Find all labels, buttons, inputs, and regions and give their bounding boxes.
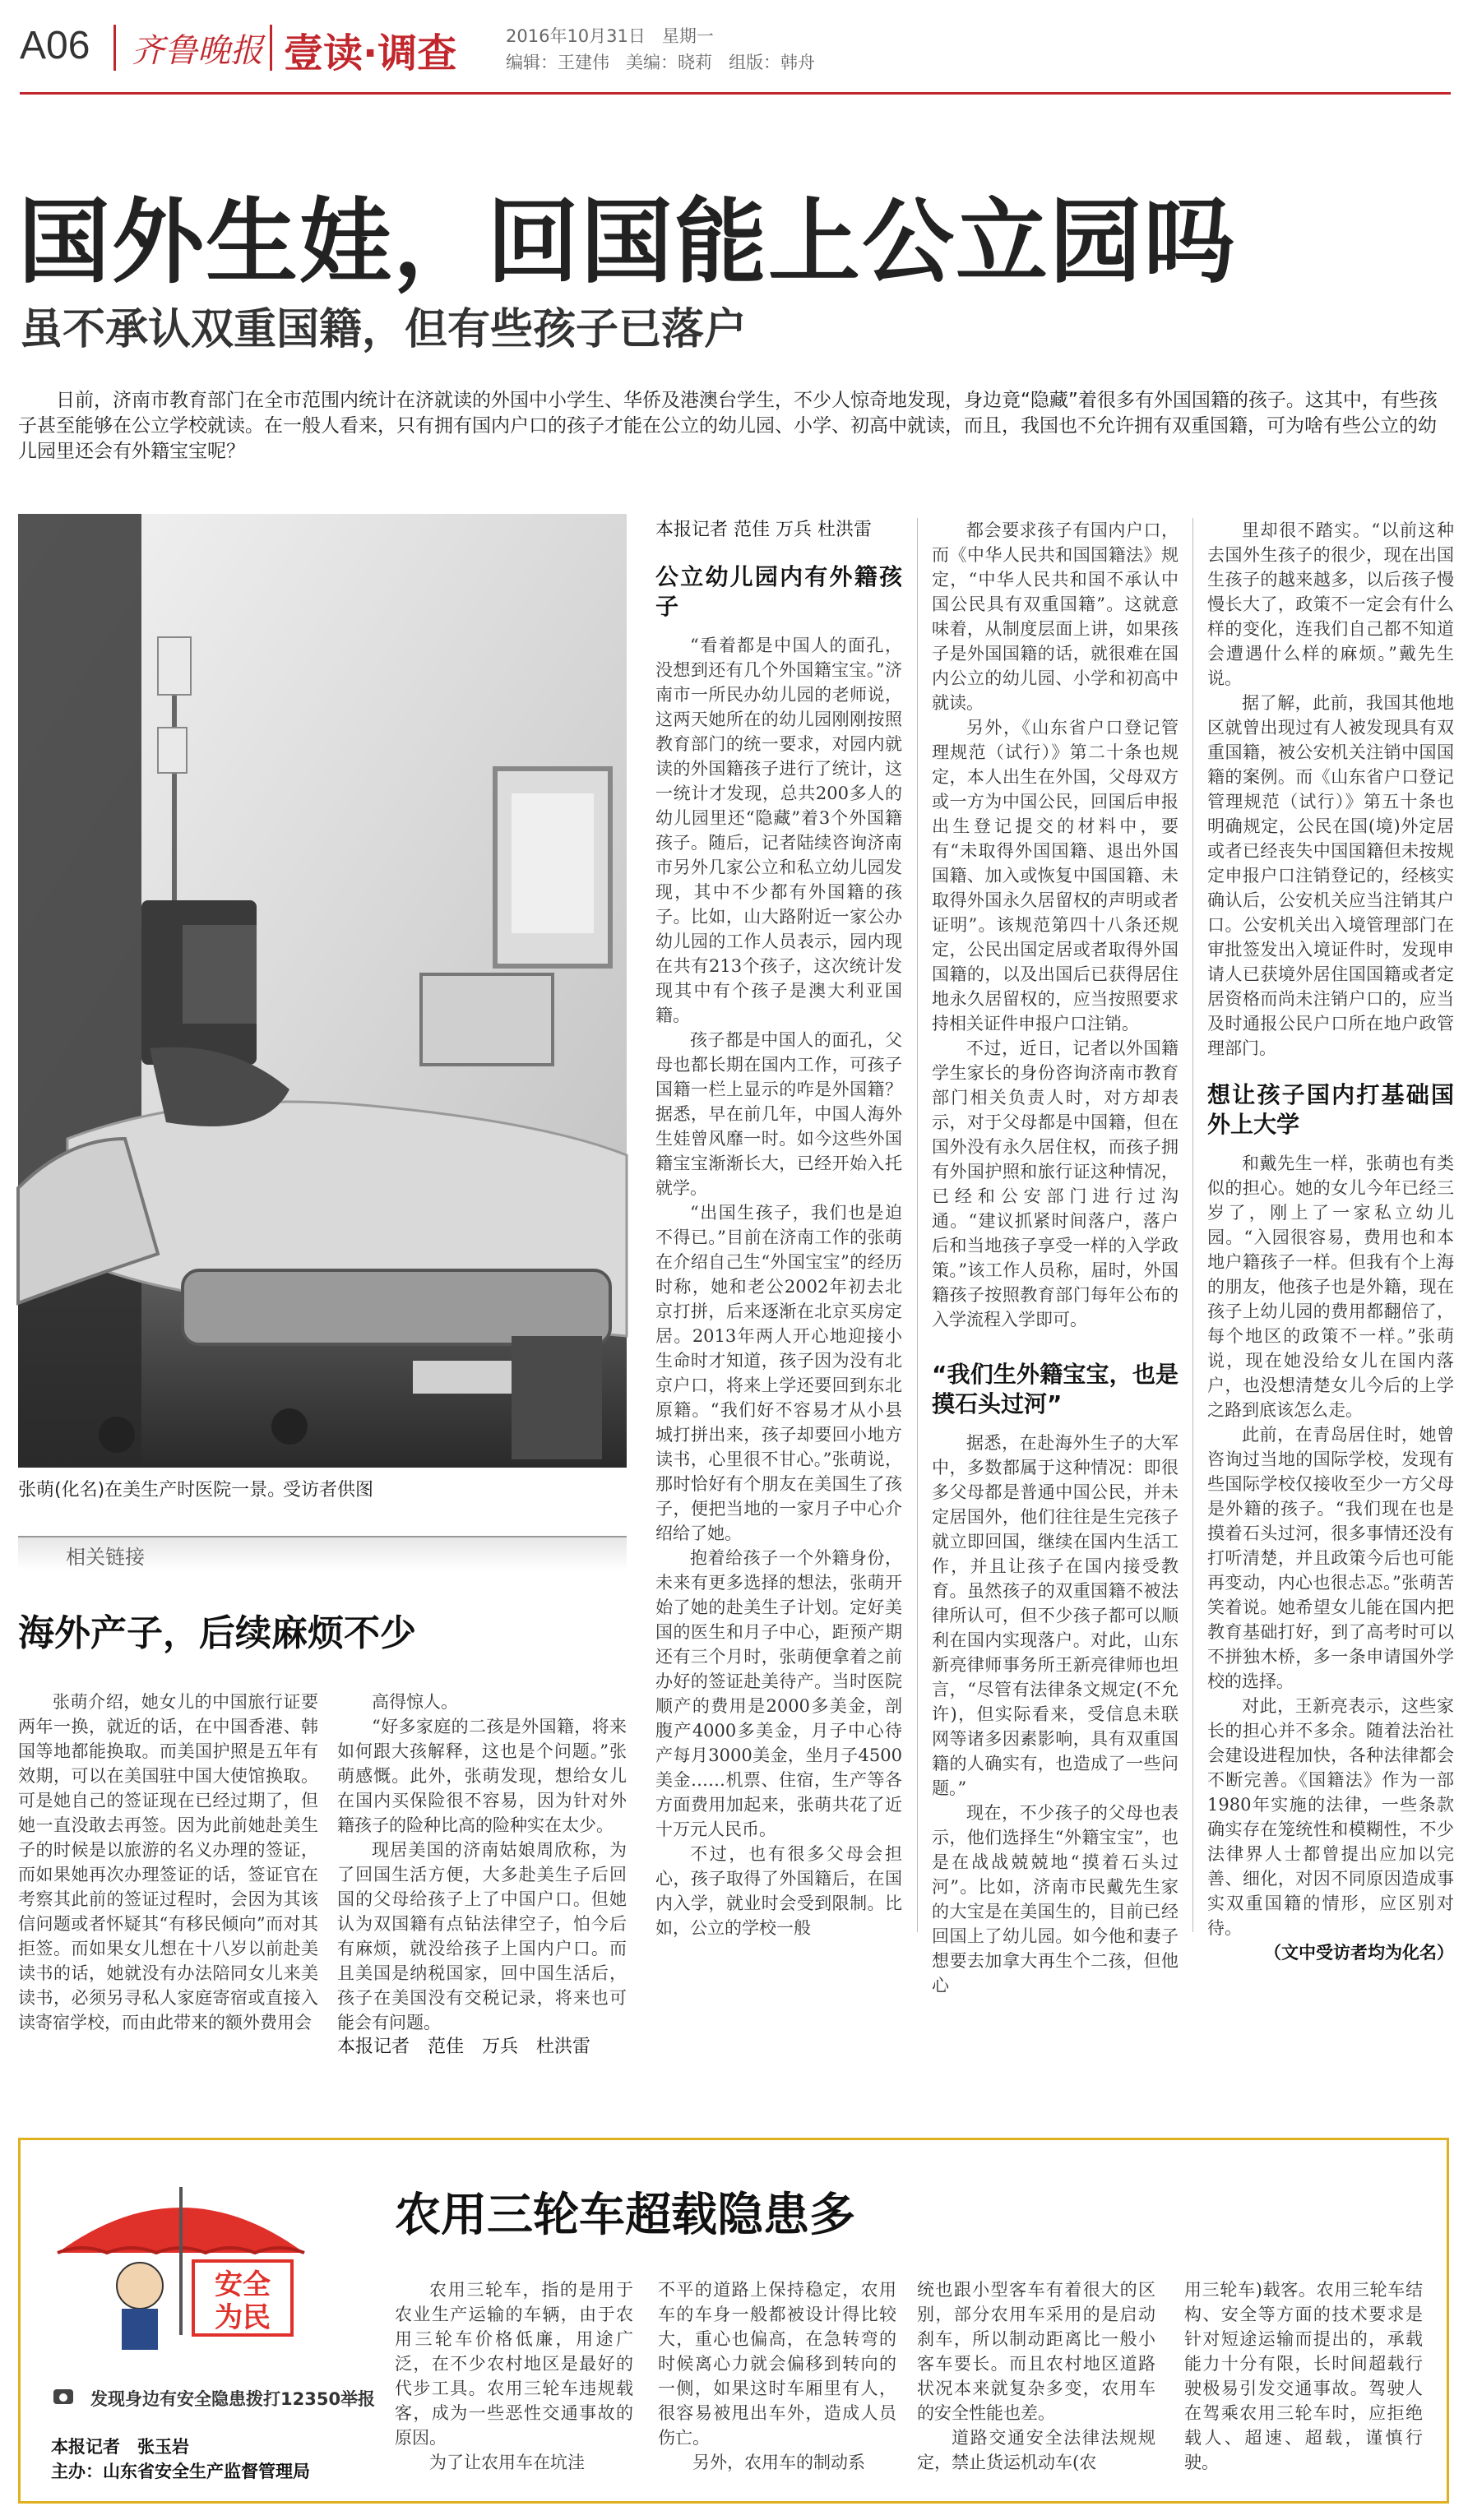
photo-credit: 受访者供图	[283, 1480, 374, 1500]
body-paragraph: 农用三轮车，指的是用于农业生产运输的车辆，由于农用三轮车价格低廉，用途广泛，在不少农村地区是最好的代步工具。农用三轮车违规载客，成为一些恶性交通事故的原因。	[395, 2280, 633, 2448]
section-heading-study-abroad: 想让孩子国内打基础国外上大学	[1207, 1081, 1454, 1138]
art-credit: 美编：晓莉	[626, 53, 713, 72]
section-heading-crossing-river: “我们生外籍宝宝，也是摸石头过河”	[932, 1361, 1179, 1417]
article-column-2	[932, 518, 1179, 1995]
article-column-3	[1207, 518, 1454, 1963]
body-paragraph: 用三轮车)载客。农用三轮车结构、安全等方面的技术要求是针对短途运输而提出的，承载能力十分有限，长时间超载行驶极易引发交通事故。驾驶人在驾乘农用三轮车时，应拒绝载人、超速、超载，谨慎行驶。	[1184, 2280, 1423, 2472]
body-paragraph: “出国生孩子，我们也是迫不得已。”目前在济南工作的张萌在介绍自己生“外国宝宝”的经历时称，她和老公2002年初去北京打拼，后来逐渐在北京买房定居。2013年两人开心地迎接小生命时才知道，孩子因为没有北京户口，将来上学还要回到东北原籍。“我们好不容易才从小县城打拼出来，孩子却要回小地方读书，心里很不甘心。”张萌说，那时恰好有个朋友在美国生了孩子，便把当地的一家月子中心介绍给了她。	[655, 1203, 902, 1543]
related-headline: 海外产子，后续麻烦不少	[18, 1612, 416, 1654]
body-paragraph: 高得惊人。	[372, 1692, 458, 1712]
safety-column-4	[1184, 2277, 1423, 2495]
body-paragraph: 不平的道路上保持稳定，农用车的车身一般都被设计得比较大，重心也偏高，在急转弯的时候离心力就会偏移到转向的一侧，如果这时车厢里有人，很容易被甩出车外，造成人员伤亡。	[658, 2280, 896, 2448]
photo-caption: 张萌(化名)在美生产时医院一景。	[18, 1480, 286, 1500]
safety-column-2	[658, 2277, 896, 2495]
column-rule	[917, 518, 918, 1932]
safety-headline: 农用三轮车超载隐患多	[395, 2189, 855, 2242]
article-byline: 本报记者 范佳 万兵 杜洪雷	[655, 520, 872, 540]
page-number: A06	[20, 24, 90, 67]
pseudonym-note: （文中受访者均为化名）	[1264, 1943, 1454, 1963]
safety-mascot-logo	[49, 2171, 313, 2360]
body-paragraph: 为了让农用车在坑洼	[429, 2453, 585, 2472]
body-paragraph: 不过，也有很多父母会担心，孩子取得了外国籍后，在国内入学，就业时会受到限制。比如，公立的学校一般	[655, 1844, 902, 1938]
editor-credit: 编辑：王建伟	[506, 53, 609, 72]
body-paragraph: 另外，农用车的制动系	[692, 2453, 865, 2472]
body-paragraph: 抱着给孩子一个外籍身份，未来有更多选择的想法，张萌开始了她的赴美生子计划。定好美国的医生和月子中心，距预产期还有三个月时，张萌便拿着之前办好的签证赴美待产。当时医院顺产的费用是2000多美金，剖腹产4000多美金，月子中心待产每月3000美金，坐月子4500美金……机票、住宿，生产等各方面费用加起来，张萌共花了近十万元人民币。	[655, 1548, 902, 1839]
body-paragraph: “好多家庭的二孩是外国籍，将来如何跟大孩解释，这也是个问题。”张萌感慨。此外，张萌发现，想给女儿在国内买保险很不容易，因为针对外籍孩子的险种比高的险种实在太少。	[337, 1717, 627, 1835]
hospital-room-illustration	[18, 514, 627, 1468]
related-byline: 本报记者 范佳 万兵 杜洪雷	[337, 2037, 591, 2057]
body-paragraph: 据悉，在赴海外生子的大军中，多数都属于这种情况：即很多父母都是普通中国公民，并未定居国外，他们往往是生完孩子就立即回国，继续在国内生活工作，并且让孩子在国内接受教育。虽然孩子的双重国籍不被法律所认可，但不少孩子都可以顺利在国内实现落户。对此，山东新亮律师事务所王新亮律师也坦言，“尽管有法律条文规定(不允许)，但实际看来，受信息未联网等诸多因素影响，具有双重国籍的人确实有，也造成了一些问题。”	[932, 1433, 1179, 1798]
safety-column-3	[917, 2277, 1155, 2495]
related-link-label: 相关链接	[66, 1546, 145, 1569]
issue-weekday: 星期一	[661, 26, 714, 46]
phone-icon	[51, 2384, 76, 2409]
issue-date: 2016年10月31日	[506, 26, 646, 46]
header-divider	[113, 25, 116, 71]
layout-credit: 组版：韩舟	[729, 53, 816, 72]
body-paragraph: 里却很不踏实。“以前这种去国外生孩子的很少，现在出国生孩子的越来越多，以后孩子慢慢长大了，政策不一定会有什么样的变化，连我们自己都不知道会遭遇什么样的麻烦。”戴先生说。	[1207, 520, 1454, 688]
staff-credits	[506, 49, 815, 74]
body-paragraph: 此前，在青岛居住时，她曾咨询过当地的国际学校，发现有些国际学校仅接收至少一方父母是外籍的孩子。“我们现在也是摸着石头过河，很多事情还没有打听清楚，并且政策今后也可能再变动，内心也很忐忑。”张萌苦笑着说。她希望女儿能在国内把教育基础打好，到了高考时可以不拼独木桥，多一条申请国外学校的选择。	[1207, 1425, 1454, 1691]
safety-badge-top: 安全	[215, 2268, 271, 2301]
column-rule	[1192, 518, 1193, 1932]
hotline-text: 发现身边有安全隐患拨打12350举报	[90, 2389, 376, 2409]
body-paragraph: 都会要求孩子有国内户口，而《中华人民共和国国籍法》规定，“中华人民共和国不承认中国公民具有双重国籍”。这就意味着，从制度层面上讲，如果孩子是外国国籍的话，就很难在国内公立的幼儿园、小学和初高中就读。	[932, 520, 1179, 713]
body-paragraph: 统也跟小型客车有着很大的区别，部分农用车采用的是启动刹车，所以制动距离比一般小客车要长。而且农村地区道路状况本来就复杂多变，农用车的安全性能也差。	[917, 2280, 1155, 2423]
issue-date-line	[506, 23, 714, 48]
article-lead: 日前，济南市教育部门在全市范围内统计在济就读的外国中小学生、华侨及港澳台学生，不少人惊奇地发现，身边竟“隐藏”着很多有外国国籍的孩子。这其中，有些孩子甚至能够在公立学校就读。在一般人看来，只有拥有国内户口的孩子才能在公立的幼儿园、小学、初高中就读，而且，我国也不允许拥有双重国籍，可为啥有些公立的幼儿园里还会有外籍宝宝呢？	[18, 390, 1438, 462]
body-paragraph: 对此，王新亮表示，这些家长的担心并不多余。随着法治社会建设进程加快，各种法律都会不断完善。《国籍法》作为一部1980年实施的法律，一些条款确实存在笼统性和模糊性，不少法律界人士都曾提出应加以完善、细化，对因不同原因造成事实双重国籍的情形，应区别对待。	[1207, 1696, 1454, 1938]
related-column-1	[18, 1690, 318, 2032]
body-paragraph: 张萌介绍，她女儿的中国旅行证要两年一换，就近的话，在中国香港、韩国等地都能换取。而美国护照是五年有效期，可以在美国驻中国大使馆换取。可是她自己的签证现在已经过期了，但她一直没敢去再签。因为此前她赴美生子的时候是以旅游的名义办理的签证，而如果她再次办理签证的话，签证官在考察其此前的签证过程时，会因为其该信问题或者怀疑其“有移民倾向”而对其拒签。而如果女儿想在十八岁以前赴美读书的话，她就没有办法陪同女儿来美读书，必须另寻私人家庭寄宿或直接入读寄宿学校，而由此带来的额外费用会	[18, 1692, 318, 2032]
hospital-room-photo	[18, 514, 627, 1468]
safety-host: 主办：山东省安全生产监督管理局	[51, 2462, 310, 2481]
body-paragraph: “看着都是中国人的面孔，没想到还有几个外国籍宝宝。”济南市一所民办幼儿园的老师说，这两天她所在的幼儿园刚刚按照教育部门的统一要求，对园内就读的外国籍孩子进行了统计，这一统计才发现，总共200多人的幼儿园里还“隐藏”着3个外国籍孩子。随后，记者陆续咨询济南市另外几家公立和私立幼儿园发现，其中不少都有外国籍的孩子。比如，山大路附近一家公办幼儿园的工作人员表示，园内现在共有213个孩子，这次统计发现其中有个孩子是澳大利亚国籍。	[655, 636, 902, 1025]
safety-badge-bottom: 为民	[215, 2301, 271, 2334]
masthead-logo: 齐鲁晚报	[132, 32, 263, 70]
body-paragraph: 现在，不少孩子的父母也表示，他们选择生“外籍宝宝”，也是在战战兢兢地“摸着石头过河”。比如，济南市民戴先生家的大宝是在美国生的，目前已经回国上了幼儿园。如今他和妻子想要去加拿大再生个二孩，但他心	[932, 1803, 1179, 1995]
safety-reporter: 本报记者 张玉岩	[51, 2437, 189, 2457]
safety-column-1	[395, 2277, 633, 2495]
article-column-1	[655, 518, 902, 1949]
umbrella-icon	[49, 2171, 313, 2360]
section-heading-kindergarten: 公立幼儿园内有外籍孩子	[655, 563, 902, 620]
article-subhead: 虽不承认双重国籍，但有些孩子已落户	[20, 305, 748, 354]
header-divider	[270, 25, 272, 71]
body-paragraph: 据了解，此前，我国其他地区就曾出现过有人被发现具有双重国籍，被公安机关注销中国国籍的案例。而《山东省户口登记管理规范（试行）》第五十条也明确规定，公民在国(境)外定居或者已经丧失中国国籍但未按规定申报户口注销登记的，经核实确认后，公安机关应当注销其户口。公安机关出入境管理部门在审批签发出入境证件时，发现申请人已获境外居住国国籍或者定居资格而尚未注销户口的，应当及时通报公民户口所在地户政管理部门。	[1207, 693, 1454, 1058]
body-paragraph: 不过，近日，记者以外国籍学生家长的身份咨询济南市教育部门相关负责人时，对方却表示，对于父母都是中国籍，但在国外没有永久居住权，而孩子拥有外国护照和旅行证这种情况，已经和公安部门进行过沟通。“建议抓紧时间落户，落户后和当地孩子享受一样的入学政策。”该工作人员称，届时，外国籍孩子按照教育部门每年公布的入学流程入学即可。	[932, 1038, 1179, 1329]
body-paragraph: 另外，《山东省户口登记管理规范（试行）》第二十条也规定，本人出生在外国，父母双方或一方为中国公民，回国后申报出生登记提交的材料中，要有“未取得外国国籍、退出外国国籍、加入或恢复中国国籍、未取得外国永久居留权的声明或者证明”。该规范第四十八条还规定，公民出国定居或者取得外国国籍的，以及出国后已获得居住地永久居留权的，应当按照要求持相关证件申报户口注销。	[932, 718, 1179, 1033]
article-headline: 国外生娃，回国能上公立园吗	[18, 189, 1237, 296]
body-paragraph: 孩子都是中国人的面孔，父母也都长期在国内工作，可孩子国籍一栏上显示的咋是外国籍？据悉，早在前几年，中国人海外生娃曾风靡一时。如今这些外国籍宝宝渐渐长大，已经开始入托就学。	[655, 1030, 902, 1198]
body-paragraph: 现居美国的济南姑娘周欣称，为了回国生活方便，大多赴美生子后回国的父母给孩子上了中国户口。但她认为双国籍有点钻法律空子，怕今后有麻烦，就没给孩子上国内户口。而且美国是纳税国家，回中国生活后，孩子在美国没有交税记录，将来也可能会有问题。	[337, 1840, 627, 2032]
body-paragraph: 和戴先生一样，张萌也有类似的担心。她的女儿今年已经三岁了，刚上了一家私立幼儿园。“入园很容易，费用也和本地户籍孩子一样。但我有个上海的朋友，他孩子也是外籍，现在孩子上幼儿园的费用都翻倍了，每个地区的政策不一样。”张萌说，现在她没给女儿在国内落户，也没想清楚女儿今后的上学之路到底该怎么走。	[1207, 1154, 1454, 1420]
section-name: 壹读·调查	[284, 30, 457, 76]
related-column-2	[337, 1690, 627, 2057]
body-paragraph: 道路交通安全法律法规规定，禁止货运机动车(农	[917, 2428, 1155, 2472]
header-rule	[20, 92, 1451, 95]
